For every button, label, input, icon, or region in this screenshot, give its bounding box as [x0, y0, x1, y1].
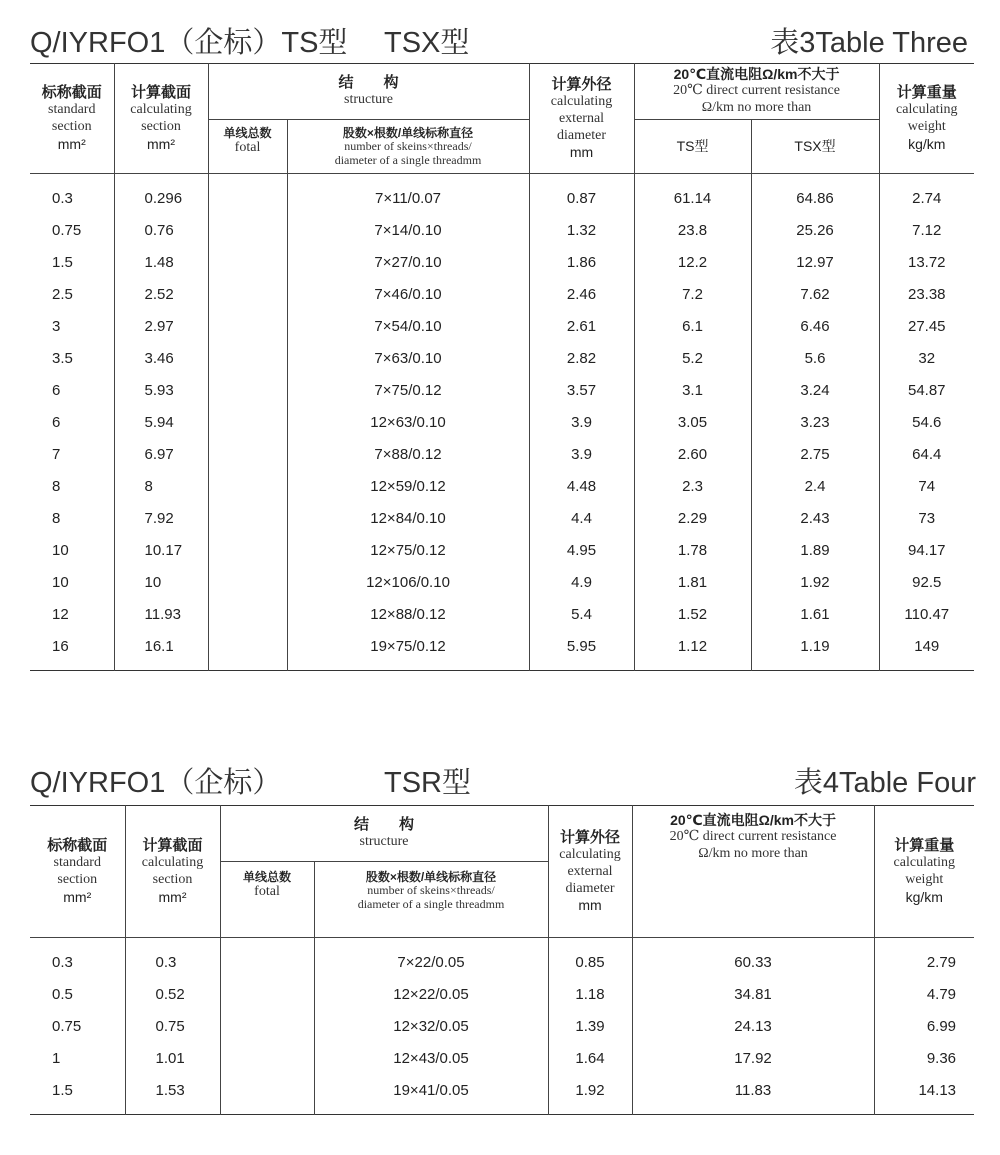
header-calculating-section: 计算截面 calculating section mm² [125, 806, 220, 938]
table3-title-row [30, 20, 968, 60]
cell-standard-section: 8 [52, 477, 61, 495]
cell-resistance: 34.81 [632, 978, 874, 1010]
cell-weight: 92.5 [879, 566, 974, 598]
table-row [30, 214, 974, 246]
header-standard-section: 标称截面 standard section mm² [30, 64, 114, 174]
cell-standard-section: 1 [52, 1049, 61, 1067]
cell-standard-section: 6 [52, 413, 61, 431]
cell-structure: 7×88/0.12 [287, 438, 529, 470]
cell-resistance: 11.83 [632, 1074, 874, 1115]
cell-structure: 12×43/0.05 [314, 1042, 548, 1074]
table3-table-number: 表3Table Three [770, 27, 968, 59]
cell-calculating-section: 1.01 [125, 1042, 220, 1074]
cell-resistance-ts: 2.3 [634, 470, 751, 502]
cell-total-wires [208, 406, 287, 438]
cell-calculating-section: 0.76 [114, 214, 208, 246]
table-row [30, 246, 974, 278]
cell-weight: 9.36 [874, 1042, 974, 1074]
cell-weight: 74 [879, 470, 974, 502]
header-weight: 计算重量 calculating weight kg/km [879, 64, 974, 174]
cell-resistance-tsx: 1.92 [751, 566, 879, 598]
cell-total-wires [220, 1074, 314, 1115]
cell-standard-section: 0.3 [52, 953, 73, 971]
cell-structure: 7×14/0.10 [287, 214, 529, 246]
cell-standard-section: 6 [52, 381, 61, 399]
cell-structure: 12×63/0.10 [287, 406, 529, 438]
table-row [30, 502, 974, 534]
cell-standard-section: 0.75 [52, 1017, 82, 1035]
cell-total-wires [220, 978, 314, 1010]
cell-total-wires [220, 938, 314, 979]
header-structure: 结 构 structure [220, 806, 548, 862]
table-row [30, 978, 974, 1010]
cell-external-diameter: 4.4 [529, 502, 634, 534]
cell-weight: 2.74 [879, 174, 974, 215]
cell-external-diameter: 4.9 [529, 566, 634, 598]
cell-total-wires [208, 374, 287, 406]
header-skeins-threads: 股数×根数/单线标称直径 number of skeins×threads/ diameter of a single threadmm [287, 120, 529, 174]
cell-calculating-section: 10.17 [114, 534, 208, 566]
cell-resistance-ts: 61.14 [634, 174, 751, 215]
cell-external-diameter: 3.9 [529, 438, 634, 470]
cell-external-diameter: 1.86 [529, 246, 634, 278]
header-external-diameter: 计算外径 calculating external diameter mm [529, 64, 634, 174]
cell-resistance-tsx: 2.4 [751, 470, 879, 502]
cell-resistance-ts: 1.12 [634, 630, 751, 671]
cell-resistance-ts: 1.52 [634, 598, 751, 630]
cell-structure: 12×88/0.12 [287, 598, 529, 630]
cell-weight: 7.12 [879, 214, 974, 246]
table4-standard-code: Q/IYRFO1（企标） [30, 767, 282, 799]
cell-calculating-section: 0.75 [125, 1010, 220, 1042]
cell-resistance-tsx: 7.62 [751, 278, 879, 310]
cell-total-wires [208, 174, 287, 215]
cell-resistance-ts: 2.29 [634, 502, 751, 534]
cell-external-diameter: 5.95 [529, 630, 634, 671]
cell-weight: 2.79 [874, 938, 974, 979]
cell-standard-section: 1.5 [52, 253, 73, 271]
cell-total-wires [220, 1010, 314, 1042]
header-standard-section: 标称截面 standard section mm² [30, 806, 125, 938]
table-row [30, 374, 974, 406]
cell-external-diameter: 3.9 [529, 406, 634, 438]
cell-calculating-section: 1.53 [125, 1074, 220, 1115]
cell-weight: 110.47 [879, 598, 974, 630]
cell-weight: 32 [879, 342, 974, 374]
cell-structure: 12×75/0.12 [287, 534, 529, 566]
cell-resistance-tsx: 5.6 [751, 342, 879, 374]
cell-total-wires [208, 566, 287, 598]
cell-resistance-tsx: 3.23 [751, 406, 879, 438]
cell-standard-section: 0.5 [52, 985, 73, 1003]
cell-calculating-section: 1.48 [114, 246, 208, 278]
table-row [30, 598, 974, 630]
cell-resistance-ts: 6.1 [634, 310, 751, 342]
cell-calculating-section: 6.97 [114, 438, 208, 470]
cell-structure: 19×75/0.12 [287, 630, 529, 671]
header-weight: 计算重量 calculating weight kg/km [874, 806, 974, 938]
cell-structure: 12×59/0.12 [287, 470, 529, 502]
cell-external-diameter: 1.32 [529, 214, 634, 246]
cell-standard-section: 16 [52, 637, 69, 655]
cell-external-diameter: 1.92 [548, 1074, 632, 1115]
cell-weight: 64.4 [879, 438, 974, 470]
cell-external-diameter: 0.87 [529, 174, 634, 215]
cell-resistance-tsx: 3.24 [751, 374, 879, 406]
cell-calculating-section: 5.93 [114, 374, 208, 406]
cell-standard-section: 0.75 [52, 221, 82, 239]
table-row [30, 1010, 974, 1042]
cell-structure: 19×41/0.05 [314, 1074, 548, 1115]
header-calculating-section: 计算截面 calculating section mm² [114, 64, 208, 174]
cell-external-diameter: 5.4 [529, 598, 634, 630]
cell-standard-section: 2.5 [52, 285, 73, 303]
cell-standard-section: 10 [52, 573, 69, 591]
table-row [30, 342, 974, 374]
cell-resistance-ts: 12.2 [634, 246, 751, 278]
cell-standard-section: 3 [52, 317, 61, 335]
table4-cable-type: TSR型 [384, 767, 472, 799]
cell-external-diameter: 2.82 [529, 342, 634, 374]
table3 [30, 63, 974, 671]
table3-header [30, 64, 974, 174]
cell-resistance-tsx: 2.75 [751, 438, 879, 470]
table-row [30, 438, 974, 470]
header-ts: TS型 [634, 120, 751, 174]
cell-weight: 6.99 [874, 1010, 974, 1042]
cell-calculating-section: 11.93 [114, 598, 208, 630]
cell-weight: 27.45 [879, 310, 974, 342]
cell-total-wires [208, 246, 287, 278]
cell-external-diameter: 0.85 [548, 938, 632, 979]
cell-standard-section: 3.5 [52, 349, 73, 367]
table4-body [30, 938, 974, 1115]
cell-calculating-section: 7.92 [114, 502, 208, 534]
cell-structure: 7×63/0.10 [287, 342, 529, 374]
cell-resistance-ts: 3.1 [634, 374, 751, 406]
cell-resistance-tsx: 2.43 [751, 502, 879, 534]
table4-header [30, 806, 974, 938]
cell-resistance: 24.13 [632, 1010, 874, 1042]
cell-external-diameter: 1.39 [548, 1010, 632, 1042]
cell-resistance-tsx: 12.97 [751, 246, 879, 278]
cell-external-diameter: 2.46 [529, 278, 634, 310]
cell-total-wires [208, 534, 287, 566]
header-structure: 结 构 structure [208, 64, 529, 120]
header-total-wires: 单线总数 fotal [220, 862, 314, 938]
cell-resistance-tsx: 1.61 [751, 598, 879, 630]
table-row [30, 630, 974, 671]
cell-standard-section: 8 [52, 509, 61, 527]
cell-total-wires [208, 278, 287, 310]
cell-external-diameter: 1.18 [548, 978, 632, 1010]
cell-total-wires [208, 214, 287, 246]
header-tsx: TSX型 [751, 120, 879, 174]
table-row [30, 406, 974, 438]
cell-calculating-section: 16.1 [114, 630, 208, 671]
header-total-wires: 单线总数 fotal [208, 120, 287, 174]
cell-total-wires [208, 630, 287, 671]
cell-external-diameter: 1.64 [548, 1042, 632, 1074]
table3-standard-code: Q/IYRFO1（企标）TS型 [30, 27, 348, 59]
header-resistance: 20℃直流电阻Ω/km不大于 20℃ direct current resistance Ω/km no more than [634, 64, 879, 120]
cell-resistance-ts: 1.78 [634, 534, 751, 566]
cell-standard-section: 10 [52, 541, 69, 559]
cell-calculating-section: 2.97 [114, 310, 208, 342]
cell-weight: 73 [879, 502, 974, 534]
cell-weight: 149 [879, 630, 974, 671]
cell-structure: 12×32/0.05 [314, 1010, 548, 1042]
table-row [30, 470, 974, 502]
cell-structure: 12×22/0.05 [314, 978, 548, 1010]
cell-resistance-tsx: 25.26 [751, 214, 879, 246]
cell-total-wires [208, 502, 287, 534]
table3-body [30, 174, 974, 671]
cell-weight: 4.79 [874, 978, 974, 1010]
cell-resistance-tsx: 64.86 [751, 174, 879, 215]
cell-weight: 54.6 [879, 406, 974, 438]
cell-calculating-section: 10 [114, 566, 208, 598]
table4 [30, 805, 974, 1115]
table-row [30, 938, 974, 979]
cell-structure: 7×11/0.07 [287, 174, 529, 215]
cell-calculating-section: 3.46 [114, 342, 208, 374]
cell-calculating-section: 8 [114, 470, 208, 502]
cell-structure: 7×22/0.05 [314, 938, 548, 979]
cell-resistance-ts: 7.2 [634, 278, 751, 310]
cell-resistance-ts: 23.8 [634, 214, 751, 246]
cell-weight: 94.17 [879, 534, 974, 566]
cell-weight: 13.72 [879, 246, 974, 278]
cell-calculating-section: 0.296 [114, 174, 208, 215]
cell-resistance-tsx: 1.89 [751, 534, 879, 566]
cell-structure: 7×54/0.10 [287, 310, 529, 342]
cell-total-wires [220, 1042, 314, 1074]
cell-structure: 7×75/0.12 [287, 374, 529, 406]
cell-standard-section: 1.5 [52, 1081, 73, 1099]
cell-resistance-ts: 5.2 [634, 342, 751, 374]
cell-standard-section: 0.3 [52, 189, 73, 207]
cell-external-diameter: 3.57 [529, 374, 634, 406]
cell-structure: 12×106/0.10 [287, 566, 529, 598]
cell-calculating-section: 0.52 [125, 978, 220, 1010]
table-row [30, 310, 974, 342]
cell-total-wires [208, 342, 287, 374]
cell-structure: 7×46/0.10 [287, 278, 529, 310]
header-skeins-threads: 股数×根数/单线标称直径 number of skeins×threads/ diameter of a single threadmm [314, 862, 548, 938]
cell-total-wires [208, 438, 287, 470]
cell-resistance-ts: 2.60 [634, 438, 751, 470]
table-row [30, 1042, 974, 1074]
table-row [30, 278, 974, 310]
table4-title-row [30, 760, 976, 800]
cell-structure: 7×27/0.10 [287, 246, 529, 278]
cell-structure: 12×84/0.10 [287, 502, 529, 534]
cell-resistance-ts: 3.05 [634, 406, 751, 438]
cell-standard-section: 12 [52, 605, 69, 623]
cell-resistance: 60.33 [632, 938, 874, 979]
cell-total-wires [208, 598, 287, 630]
cell-resistance-tsx: 6.46 [751, 310, 879, 342]
table3-cable-type: TSX型 [384, 27, 470, 59]
cell-calculating-section: 5.94 [114, 406, 208, 438]
cell-resistance-ts: 1.81 [634, 566, 751, 598]
cell-weight: 14.13 [874, 1074, 974, 1115]
table-row [30, 566, 974, 598]
cell-external-diameter: 4.48 [529, 470, 634, 502]
cell-resistance-tsx: 1.19 [751, 630, 879, 671]
table-row [30, 534, 974, 566]
cell-total-wires [208, 310, 287, 342]
cell-calculating-section: 2.52 [114, 278, 208, 310]
table-row [30, 1074, 974, 1115]
table-row [30, 174, 974, 215]
cell-external-diameter: 4.95 [529, 534, 634, 566]
header-resistance: 20℃直流电阻Ω/km不大于 20℃ direct current resistance Ω/km no more than [632, 806, 874, 938]
cell-external-diameter: 2.61 [529, 310, 634, 342]
cell-calculating-section: 0.3 [125, 938, 220, 979]
header-external-diameter: 计算外径 calculating external diameter mm [548, 806, 632, 938]
cell-resistance: 17.92 [632, 1042, 874, 1074]
cell-weight: 54.87 [879, 374, 974, 406]
cell-total-wires [208, 470, 287, 502]
cell-standard-section: 7 [52, 445, 61, 463]
cell-weight: 23.38 [879, 278, 974, 310]
table4-table-number: 表4Table Four [793, 767, 976, 799]
